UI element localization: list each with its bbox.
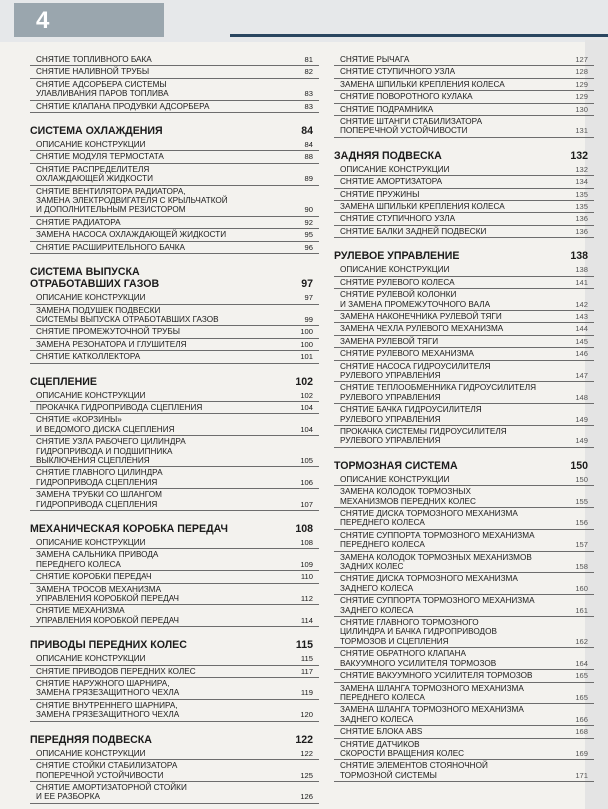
toc-page-number: 106	[300, 477, 313, 487]
toc-entry	[30, 229, 319, 241]
toc-column-right	[334, 54, 594, 782]
toc-page-number: 104	[300, 424, 313, 434]
toc-entry-title: ЗАДНЯЯ ПОДВЕСКА	[334, 149, 442, 162]
toc-entry	[30, 414, 319, 436]
toc-page-number: 97	[304, 293, 313, 303]
toc-entry-title: СНЯТИЕ КОРОБКИ ПЕРЕДАЧ	[36, 572, 152, 582]
toc-page-number: 100	[300, 327, 313, 337]
toc-page-number: 165	[575, 692, 588, 702]
toc-entry-title: СНЯТИЕ ДИСКА ТОРМОЗНОГО МЕХАНИЗМА ЗАДНЕГО КОЛЕСА	[340, 574, 518, 593]
toc-entry	[334, 573, 594, 595]
toc-entry-title: ЗАМЕНА ПОДУШЕК ПОДВЕСКИ СИСТЕМЫ ВЫПУСКА ОТРАБОТАВШИХ ГАЗОВ	[36, 305, 219, 324]
toc-entry	[334, 277, 594, 289]
page-number: 4	[36, 7, 50, 34]
toc-entry-title: ЗАМЕНА ШПИЛЬКИ КРЕПЛЕНИЯ КОЛЕСА	[340, 79, 505, 89]
toc-entry-title: СИСТЕМА ОХЛАЖДЕНИЯ	[30, 125, 163, 138]
toc-entry	[334, 79, 594, 91]
toc-page-number: 84	[304, 140, 313, 150]
toc-entry-title: СНЯТИЕ ВЕНТИЛЯТОРА РАДИАТОРА, ЗАМЕНА ЭЛЕКТРОДВИГАТЕЛЯ С КРЫЛЬЧАТКОЙ И ДОПОЛНИТЕЛЬНЫМ РЕЗИСТОРОМ	[36, 186, 228, 215]
toc-entry	[334, 726, 594, 738]
toc-page-number: 108	[295, 523, 313, 535]
toc-entry-title: СНЯТИЕ ОБРАТНОГО КЛАПАНА ВАКУУМНОГО УСИЛИТЕЛЯ ТОРМОЗОВ	[340, 649, 497, 668]
toc-page-number: 150	[575, 474, 588, 484]
toc-page-number: 96	[304, 242, 313, 252]
header-bar	[0, 0, 608, 42]
toc-entry	[334, 648, 594, 670]
toc-page-number: 105	[300, 455, 313, 465]
toc-page-number: 131	[575, 126, 588, 136]
toc-entry	[30, 79, 319, 101]
toc-section-heading	[334, 460, 588, 472]
toc-entry	[30, 748, 319, 760]
toc-entry	[334, 54, 594, 66]
toc-entry-title: СНЯТИЕ АМОРТИЗАТОРА	[340, 177, 443, 187]
toc-page-number: 144	[575, 324, 588, 334]
toc-entry-title: СНЯТИЕ МЕХАНИЗМА УПРАВЛЕНИЯ КОРОБКОЙ ПЕРЕДАЧ	[36, 606, 180, 625]
toc-page-number: 115	[300, 654, 313, 664]
toc-entry	[30, 326, 319, 338]
toc-page-number: 117	[300, 666, 313, 676]
toc-entry-title: СИСТЕМА ВЫПУСКА ОТРАБОТАВШИХ ГАЗОВ	[30, 266, 160, 291]
toc-page-number: 160	[575, 583, 588, 593]
header-rule	[230, 34, 608, 37]
toc-page-number: 88	[304, 152, 313, 162]
toc-page-number: 164	[575, 658, 588, 668]
toc-entry	[30, 436, 319, 467]
toc-entry	[30, 782, 319, 804]
toc-entry	[334, 213, 594, 225]
toc-entry	[334, 382, 594, 404]
toc-page-number: 149	[575, 436, 588, 446]
toc-page-number: 81	[304, 55, 313, 64]
toc-page-number: 122	[300, 748, 313, 758]
toc-entry-title: СНЯТИЕ ГЛАВНОГО ТОРМОЗНОГО ЦИЛИНДРА И БАЧКА ГИДРОПРИВОДОВ ТОРМОЗОВ И СЦЕПЛЕНИЯ	[340, 618, 497, 646]
toc-page-number: 135	[575, 202, 588, 212]
toc-entry-title: ЗАМЕНА НАКОНЕЧНИКА РУЛЕВОЙ ТЯГИ	[340, 311, 502, 321]
toc-entry-title: СНЯТИЕ ШТАНГИ СТАБИЛИЗАТОРА ПОПЕРЕЧНОЙ УСТОЙЧИВОСТИ	[340, 117, 483, 136]
toc-entry	[334, 530, 594, 552]
toc-page-number: 125	[300, 770, 313, 780]
toc-entry	[30, 151, 319, 163]
toc-page-number: 162	[575, 636, 588, 646]
toc-entry-title: ЗАМЕНА ТРУБКИ СО ШЛАНГОМ ГИДРОПРИВОДА СЦЕПЛЕНИЯ	[36, 490, 162, 509]
toc-page-number: 110	[300, 572, 313, 582]
toc-entry	[30, 584, 319, 606]
toc-entry-title: ЗАМЕНА КОЛОДОК ТОРМОЗНЫХ МЕХАНИЗМОВ ЗАДНИХ КОЛЕС	[340, 552, 532, 572]
toc-page-number: 84	[301, 125, 313, 138]
page-number-tab	[14, 3, 164, 37]
toc-page-number: 134	[575, 177, 588, 187]
toc-page-number: 136	[575, 226, 588, 236]
toc-page-number: 149	[575, 414, 588, 424]
toc-page-number: 112	[300, 594, 313, 604]
toc-page-number: 97	[301, 278, 313, 291]
toc-entry	[334, 66, 594, 78]
toc-entry	[334, 617, 594, 648]
toc-entry	[334, 552, 594, 574]
toc-section-heading	[30, 734, 313, 746]
toc-entry-title: ЗАМЕНА КОЛОДОК ТОРМОЗНЫХ МЕХАНИЗМОВ ПЕРЕДНИХ КОЛЕС	[340, 487, 476, 506]
toc-entry-title: РУЛЕВОЕ УПРАВЛЕНИЕ	[334, 250, 460, 263]
toc-entry-title: ОПИСАНИЕ КОНСТРУКЦИИ	[36, 538, 146, 547]
toc-entry-title: ТОРМОЗНАЯ СИСТЕМА	[334, 459, 458, 472]
toc-entry	[30, 390, 319, 402]
toc-page-number: 83	[304, 89, 313, 99]
toc-section-heading	[334, 250, 588, 262]
toc-entry	[334, 116, 594, 138]
toc-entry	[30, 164, 319, 186]
toc-entry	[334, 164, 594, 176]
toc-entry	[334, 104, 594, 116]
toc-page-number: 108	[300, 538, 313, 547]
toc-entry-title: СНЯТИЕ СУППОРТА ТОРМОЗНОГО МЕХАНИЗМА ПЕРЕДНЕГО КОЛЕСА	[340, 530, 535, 550]
toc-page-number: 145	[575, 336, 588, 346]
toc-entry-title: СНЯТИЕ ПРИВОДОВ ПЕРЕДНИХ КОЛЕС	[36, 666, 196, 676]
toc-entry-title: ОПИСАНИЕ КОНСТРУКЦИИ	[340, 474, 450, 484]
toc-entry-title: СНЯТИЕ АДСОРБЕРА СИСТЕМЫ УЛАВЛИВАНИЯ ПАРОВ ТОПЛИВА	[36, 79, 169, 99]
toc-entry	[30, 653, 319, 665]
toc-entry	[30, 101, 319, 113]
toc-entry-title: ЗАМЕНА РУЛЕВОЙ ТЯГИ	[340, 336, 439, 346]
toc-page-number: 156	[575, 518, 588, 528]
toc-entry-title: ЗАМЕНА ШЛАНГА ТОРМОЗНОГО МЕХАНИЗМА ПЕРЕДНЕГО КОЛЕСА	[340, 683, 524, 702]
toc-entry	[30, 605, 319, 627]
toc-entry-title: МЕХАНИЧЕСКАЯ КОРОБКА ПЕРЕДАЧ	[30, 523, 228, 535]
toc-entry-title: СНЯТИЕ ДИСКА ТОРМОЗНОГО МЕХАНИЗМА ПЕРЕДНЕГО КОЛЕСА	[340, 509, 518, 528]
toc-entry	[30, 351, 319, 363]
toc-page-number: 171	[575, 770, 588, 780]
toc-entry	[30, 537, 319, 549]
toc-page-number: 129	[575, 92, 588, 102]
toc-page-number: 107	[300, 499, 313, 509]
toc-entry	[334, 289, 594, 311]
toc-entry-title: ОПИСАНИЕ КОНСТРУКЦИИ	[36, 140, 146, 150]
toc-entry-title: ПЕРЕДНЯЯ ПОДВЕСКА	[30, 733, 152, 746]
toc-page-number: 142	[575, 299, 588, 309]
toc-page-number: 128	[575, 67, 588, 77]
toc-page-number: 122	[295, 733, 313, 746]
toc-entry-title: ОПИСАНИЕ КОНСТРУКЦИИ	[36, 293, 146, 303]
toc-entry	[334, 361, 594, 383]
toc-page-number: 89	[304, 174, 313, 184]
toc-entry-title: СНЯТИЕ РАДИАТОРА	[36, 217, 121, 227]
toc-entry-title: СНЯТИЕ РЫЧАГА	[340, 55, 410, 64]
toc-section-heading	[30, 639, 313, 651]
toc-page-number: 109	[300, 559, 313, 569]
toc-page-number: 130	[575, 104, 588, 114]
toc-entry	[30, 760, 319, 782]
toc-page-number: 114	[300, 615, 313, 625]
toc-column-left	[30, 54, 319, 804]
toc-entry-title: СНЯТИЕ РУЛЕВОГО КОЛЕСА	[340, 277, 455, 287]
toc-page-number: 92	[304, 217, 313, 227]
toc-entry	[334, 739, 594, 761]
toc-entry	[30, 489, 319, 511]
toc-entry	[30, 666, 319, 678]
toc-page-number: 143	[575, 311, 588, 321]
toc-entry	[334, 336, 594, 348]
toc-entry-title: СЦЕПЛЕНИЕ	[30, 375, 97, 388]
toc-entry	[30, 54, 319, 66]
toc-entry	[334, 264, 594, 276]
toc-entry	[30, 549, 319, 571]
toc-entry	[334, 91, 594, 103]
toc-entry	[30, 678, 319, 700]
toc-page-number: 168	[575, 727, 588, 737]
toc-page-number: 120	[300, 710, 313, 720]
toc-entry-title: ОПИСАНИЕ КОНСТРУКЦИИ	[36, 654, 146, 664]
toc-entry-title: СНЯТИЕ СТУПИЧНОГО УЗЛА	[340, 214, 456, 224]
toc-entry-title: ПРОКАЧКА ГИДРОПРИВОДА СЦЕПЛЕНИЯ	[36, 402, 203, 412]
toc-page-number: 102	[295, 375, 313, 388]
toc-entry-title: СНЯТИЕ РАСПРЕДЕЛИТЕЛЯ ОХЛАЖДАЮЩЕЙ ЖИДКОСТИ	[36, 164, 153, 184]
toc-page-number: 104	[300, 402, 313, 412]
toc-entry-title: ЗАМЕНА ЧЕХЛА РУЛЕВОГО МЕХАНИЗМА	[340, 324, 504, 334]
toc-entry-title: СНЯТИЕ ПРУЖИНЫ	[340, 189, 420, 199]
toc-entry	[30, 402, 319, 414]
toc-page-number: 132	[575, 164, 588, 174]
toc-entry	[334, 474, 594, 486]
toc-entry-title: СНЯТИЕ ПОВОРОТНОГО КУЛАКА	[340, 92, 473, 102]
toc-entry-title: СНЯТИЕ КЛАПАНА ПРОДУВКИ АДСОРБЕРА	[36, 101, 210, 111]
toc-entry-title: СНЯТИЕ ДАТЧИКОВ СКОРОСТИ ВРАЩЕНИЯ КОЛЕС	[340, 739, 465, 758]
toc-entry-title: СНЯТИЕ ТЕПЛООБМЕННИКА ГИДРОУСИЛИТЕЛЯ РУЛЕВОГО УПРАВЛЕНИЯ	[340, 383, 537, 402]
toc-entry-title: ЗАМЕНА ТРОСОВ МЕХАНИЗМА УПРАВЛЕНИЯ КОРОБКОЙ ПЕРЕДАЧ	[36, 584, 180, 604]
toc-entry-title: СНЯТИЕ НАСОСА ГИДРОУСИЛИТЕЛЯ РУЛЕВОГО УПРАВЛЕНИЯ	[340, 361, 491, 380]
toc-entry-title: СНЯТИЕ РУЛЕВОЙ КОЛОНКИ И ЗАМЕНА ПРОМЕЖУТОЧНОГО ВАЛА	[340, 290, 491, 309]
toc-section-heading	[334, 150, 588, 162]
toc-entry	[334, 311, 594, 323]
toc-entry-title: СНЯТИЕ БЛОКА ABS	[340, 727, 423, 737]
toc-page-number: 169	[575, 748, 588, 758]
toc-entry-title: СНЯТИЕ ВАКУУМНОГО УСИЛИТЕЛЯ ТОРМОЗОВ	[340, 671, 533, 681]
toc-entry	[30, 339, 319, 351]
toc-page-number: 126	[300, 792, 313, 802]
toc-page-number: 95	[304, 230, 313, 240]
toc-entry	[30, 305, 319, 327]
toc-entry-title: ЗАМЕНА НАСОСА ОХЛАЖДАЮЩЕЙ ЖИДКОСТИ	[36, 230, 227, 240]
toc-entry	[30, 139, 319, 151]
toc-page-number: 147	[575, 370, 588, 380]
toc-entry-title: СНЯТИЕ УЗЛА РАБОЧЕГО ЦИЛИНДРА ГИДРОПРИВОДА И ПОДШИПНИКА ВЫКЛЮЧЕНИЯ СЦЕПЛЕНИЯ	[36, 437, 186, 465]
toc-entry-title: СНЯТИЕ РАСШИРИТЕЛЬНОГО БАЧКА	[36, 242, 186, 252]
toc-page-number: 166	[575, 714, 588, 724]
toc-page-number: 146	[575, 349, 588, 359]
toc-entry-title: ОПИСАНИЕ КОНСТРУКЦИИ	[340, 164, 450, 174]
toc-entry	[30, 467, 319, 489]
toc-entry-title: СНЯТИЕ ПРОМЕЖУТОЧНОЙ ТРУБЫ	[36, 327, 180, 337]
toc-entry-title: СНЯТИЕ АМОРТИЗАТОРНОЙ СТОЙКИ И ЕЕ РАЗБОРКА	[36, 782, 187, 802]
toc-entry-title: СНЯТИЕ БАЧКА ГИДРОУСИЛИТЕЛЯ РУЛЕВОГО УПРАВЛЕНИЯ	[340, 405, 482, 424]
toc-page-number: 127	[575, 55, 588, 64]
toc-entry-title: СНЯТИЕ ЭЛЕМЕНТОВ СТОЯНОЧНОЙ ТОРМОЗНОЙ СИСТЕМЫ	[340, 761, 488, 780]
toc-entry-title: СНЯТИЕ БАЛКИ ЗАДНЕЙ ПОДВЕСКИ	[340, 226, 487, 236]
toc-entry	[334, 323, 594, 335]
toc-page-number: 161	[575, 605, 588, 615]
toc-section-heading	[30, 376, 313, 388]
toc-entry-title: ОПИСАНИЕ КОНСТРУКЦИИ	[36, 748, 146, 758]
toc-entry-title: СНЯТИЕ ВНУТРЕННЕГО ШАРНИРА, ЗАМЕНА ГРЯЗЕЗАЩИТНОГО ЧЕХЛА	[36, 700, 180, 720]
toc-entry-title: ОПИСАНИЕ КОНСТРУКЦИИ	[36, 390, 146, 400]
toc-entry	[30, 571, 319, 583]
toc-page-number: 138	[570, 250, 588, 263]
toc-page-number: 100	[300, 339, 313, 349]
toc-page-number: 148	[575, 392, 588, 402]
toc-entry-title: СНЯТИЕ РУЛЕВОГО МЕХАНИЗМА	[340, 349, 474, 359]
toc-entry-title: СНЯТИЕ КАТКОЛЛЕКТОРА	[36, 352, 141, 362]
toc-page-number: 150	[570, 459, 588, 472]
toc-entry-title: СНЯТИЕ ПОДРАМНИКА	[340, 104, 434, 114]
toc-entry-title: ЗАМЕНА САЛЬНИКА ПРИВОДА ПЕРЕДНЕГО КОЛЕСА	[36, 550, 159, 569]
toc-entry	[334, 176, 594, 188]
toc-page-number: 99	[304, 314, 313, 324]
toc-page-number: 141	[575, 277, 588, 287]
toc-entry	[334, 683, 594, 705]
toc-page-number: 155	[575, 496, 588, 506]
toc-section-heading	[30, 266, 313, 290]
toc-entry	[334, 760, 594, 782]
toc-entry-title: СНЯТИЕ СТОЙКИ СТАБИЛИЗАТОРА ПОПЕРЕЧНОЙ УСТОЙЧИВОСТИ	[36, 761, 178, 780]
toc-entry-title: СНЯТИЕ СТУПИЧНОГО УЗЛА	[340, 67, 456, 77]
toc-page-number: 129	[575, 79, 588, 89]
toc-entry-title: СНЯТИЕ МОДУЛЯ ТЕРМОСТАТА	[36, 152, 164, 162]
toc-entry-title: ПРОКАЧКА СИСТЕМЫ ГИДРОУСИЛИТЕЛЯ РУЛЕВОГО УПРАВЛЕНИЯ	[340, 426, 507, 446]
toc-entry-title: ПРИВОДЫ ПЕРЕДНИХ КОЛЕС	[30, 639, 187, 652]
toc-entry	[30, 217, 319, 229]
toc-entry-title: СНЯТИЕ НАРУЖНОГО ШАРНИРА, ЗАМЕНА ГРЯЗЕЗАЩИТНОГО ЧЕХЛА	[36, 679, 180, 698]
toc-section-heading	[30, 125, 313, 137]
toc-page-number: 101	[300, 352, 313, 362]
toc-page-number: 138	[575, 265, 588, 275]
toc-entry	[334, 508, 594, 530]
toc-entry-title: ЗАМЕНА ШПИЛЬКИ КРЕПЛЕНИЯ КОЛЕСА	[340, 202, 505, 212]
toc-entry-title: ОПИСАНИЕ КОНСТРУКЦИИ	[340, 265, 450, 275]
toc-entry-title: СНЯТИЕ СУППОРТА ТОРМОЗНОГО МЕХАНИЗМА ЗАДНЕГО КОЛЕСА	[340, 596, 535, 615]
toc-entry	[334, 201, 594, 213]
toc-entry	[334, 226, 594, 238]
toc-entry-title: ЗАМЕНА ШЛАНГА ТОРМОЗНОГО МЕХАНИЗМА ЗАДНЕГО КОЛЕСА	[340, 705, 524, 724]
toc-page-number: 115	[295, 639, 313, 652]
toc-entry	[334, 595, 594, 617]
toc-page-number: 132	[570, 149, 588, 162]
toc-page-number: 135	[575, 189, 588, 199]
toc-entry	[334, 486, 594, 508]
toc-section-heading	[30, 523, 313, 535]
toc-page-number: 158	[575, 562, 588, 572]
toc-entry	[334, 404, 594, 426]
toc-entry-title: ЗАМЕНА РЕЗОНАТОРА И ГЛУШИТЕЛЯ	[36, 339, 187, 349]
toc-entry	[334, 189, 594, 201]
toc-entry-title: СНЯТИЕ ТОПЛИВНОГО БАКА	[36, 55, 152, 64]
toc-entry	[30, 186, 319, 217]
toc-entry	[30, 66, 319, 78]
toc-entry-title: СНЯТИЕ НАЛИВНОЙ ТРУБЫ	[36, 67, 150, 77]
toc-page-number: 157	[575, 540, 588, 550]
toc-entry	[334, 426, 594, 448]
toc-entry	[334, 704, 594, 726]
toc-page-number: 119	[300, 688, 313, 698]
toc-entry	[30, 242, 319, 254]
toc-entry	[334, 670, 594, 682]
toc-entry	[30, 292, 319, 304]
toc-page-number: 165	[575, 671, 588, 681]
toc-entry	[334, 348, 594, 360]
toc-page-number: 83	[304, 101, 313, 111]
toc-page-number: 136	[575, 214, 588, 224]
toc-entry	[30, 700, 319, 722]
toc-entry-title: СНЯТИЕ ГЛАВНОГО ЦИЛИНДРА ГИДРОПРИВОДА СЦЕПЛЕНИЯ	[36, 468, 163, 487]
toc-page-number: 82	[304, 67, 313, 77]
toc-page-number: 102	[300, 390, 313, 400]
toc-page-number: 90	[304, 205, 313, 215]
toc-entry-title: СНЯТИЕ «КОРЗИНЫ» И ВЕДОМОГО ДИСКА СЦЕПЛЕНИЯ	[36, 415, 175, 434]
